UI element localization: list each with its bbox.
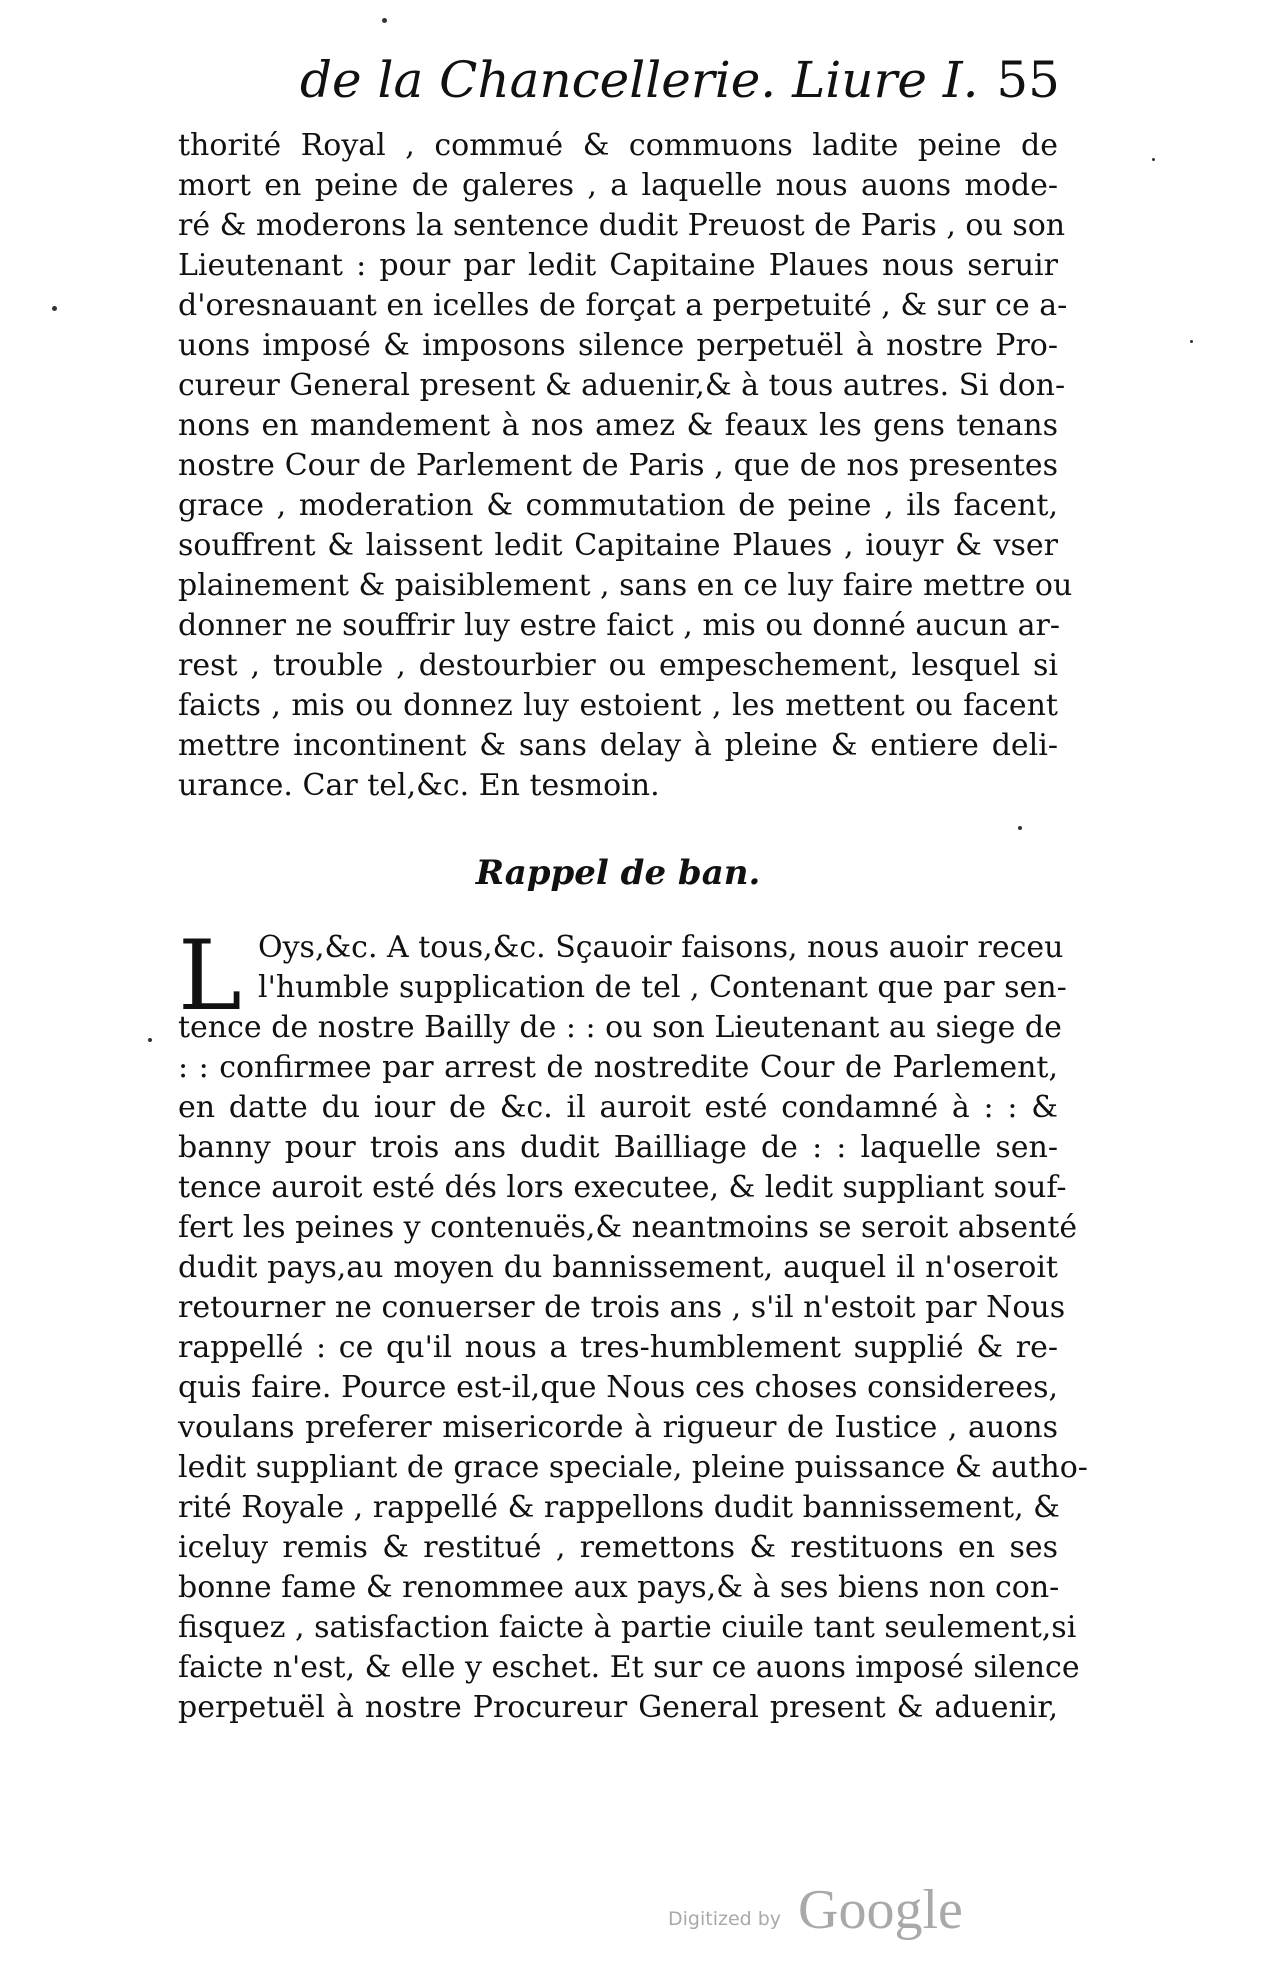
- ink-speck: [382, 18, 387, 23]
- text-line: souffrent & laissent ledit Capitaine Plaues , iouyr & vser: [178, 528, 1058, 563]
- text-line: rappellé : ce qu'il nous a tres-humblement supplié & re-: [178, 1330, 1058, 1365]
- text-line: voulans preferer misericorde à rigueur de Iustice , auons: [178, 1410, 1058, 1445]
- text-line: donner ne souffrir luy estre faict , mis ou donné aucun ar-: [178, 608, 1060, 643]
- text-line: tence de nostre Bailly de : : ou son Lieutenant au siege de: [178, 1010, 1062, 1045]
- digitized-watermark: [668, 1878, 1008, 1948]
- text-line: fert les peines y contenuës,& neantmoins se seroit absenté: [178, 1210, 1078, 1245]
- text-line: perpetuël à nostre Procureur General present & aduenir,: [178, 1690, 1058, 1725]
- ink-speck: [1018, 826, 1022, 830]
- text-line: ledit suppliant de grace speciale, pleine puissance & autho-: [178, 1450, 1088, 1485]
- text-line: mort en peine de galeres , a laquelle nous auons mode-: [178, 168, 1058, 203]
- text-line: mettre incontinent & sans delay à pleine & entiere deli-: [178, 728, 1058, 763]
- running-title: de la Chancellerie. Liure I.: [300, 51, 979, 109]
- running-header: [300, 40, 1060, 120]
- ink-speck: [148, 1038, 152, 1042]
- text-line: bonne fame & renommee aux pays,& à ses biens non con-: [178, 1570, 1060, 1605]
- text-line: tence auroit esté dés lors executee, & ledit suppliant souf-: [178, 1170, 1067, 1205]
- section-heading: Rappel de ban.: [475, 853, 761, 893]
- text-line: dudit pays,au moyen du bannissement, auquel il n'oseroit: [178, 1250, 1058, 1285]
- text-line: quis faire. Pource est-il,que Nous ces choses considerees,: [178, 1370, 1058, 1405]
- page-number: 55: [996, 51, 1060, 109]
- text-line: ré & moderons la sentence dudit Preuost de Paris , ou son: [178, 208, 1066, 243]
- text-line: cureur General present & aduenir,& à tous autres. Si don-: [178, 368, 1066, 403]
- text-block-rappel: [178, 920, 1088, 1728]
- ink-speck: [1152, 158, 1155, 161]
- text-line: retourner ne conuerser de trois ans , s'il n'estoit par Nous: [178, 1290, 1066, 1325]
- text-line: grace , moderation & commutation de peine , ils facent,: [178, 488, 1058, 523]
- ink-speck: [1190, 340, 1193, 343]
- drop-cap: L: [178, 920, 242, 1032]
- text-line: nostre Cour de Parlement de Paris , que de nos presentes: [178, 448, 1058, 483]
- ink-speck: [52, 306, 57, 311]
- text-line: Lieutenant : pour par ledit Capitaine Plaues nous seruir: [178, 248, 1058, 283]
- text-line: : : confirmee par arrest de nostredite Cour de Parlement,: [178, 1050, 1058, 1085]
- watermark-logo: Google: [798, 1879, 963, 1941]
- text-line: d'oresnauant en icelles de forçat a perpetuité , & sur ce a-: [178, 288, 1068, 323]
- text-line: banny pour trois ans dudit Bailliage de : : laquelle sen-: [178, 1130, 1058, 1165]
- text-line: Oys,&c. A tous,&c. Sçauoir faisons, nous auoir receu: [258, 930, 1064, 965]
- text-line: fisquez , satisfaction faicte à partie ciuile tant seulement,si: [178, 1610, 1077, 1645]
- text-line: faicts , mis ou donnez luy estoient , les mettent ou facent: [178, 688, 1058, 723]
- text-line: plainement & paisiblement , sans en ce luy faire mettre ou: [178, 568, 1073, 603]
- text-line: urance. Car tel,&c. En tesmoin.: [178, 768, 660, 803]
- text-line: rité Royale , rappellé & rappellons dudit bannissement, &: [178, 1490, 1060, 1525]
- watermark-prefix: Digitized by: [668, 1908, 782, 1930]
- text-line: uons imposé & imposons silence perpetuël à nostre Pro-: [178, 328, 1058, 363]
- text-line: thorité Royal , commué & commuons ladite peine de: [178, 128, 1058, 163]
- text-line: iceluy remis & restitué , remettons & restituons en ses: [178, 1530, 1058, 1565]
- text-line: faicte n'est, & elle y eschet. Et sur ce auons imposé silence: [178, 1650, 1080, 1685]
- text-line: rest , trouble , destourbier ou empeschement, lesquel si: [178, 648, 1058, 683]
- text-block-continuation: [178, 126, 1073, 806]
- text-line: nons en mandement à nos amez & feaux les gens tenans: [178, 408, 1058, 443]
- text-line: l'humble supplication de tel , Contenant que par sen-: [258, 970, 1067, 1005]
- text-line: en datte du iour de &c. il auroit esté condamné à : : &: [178, 1090, 1058, 1125]
